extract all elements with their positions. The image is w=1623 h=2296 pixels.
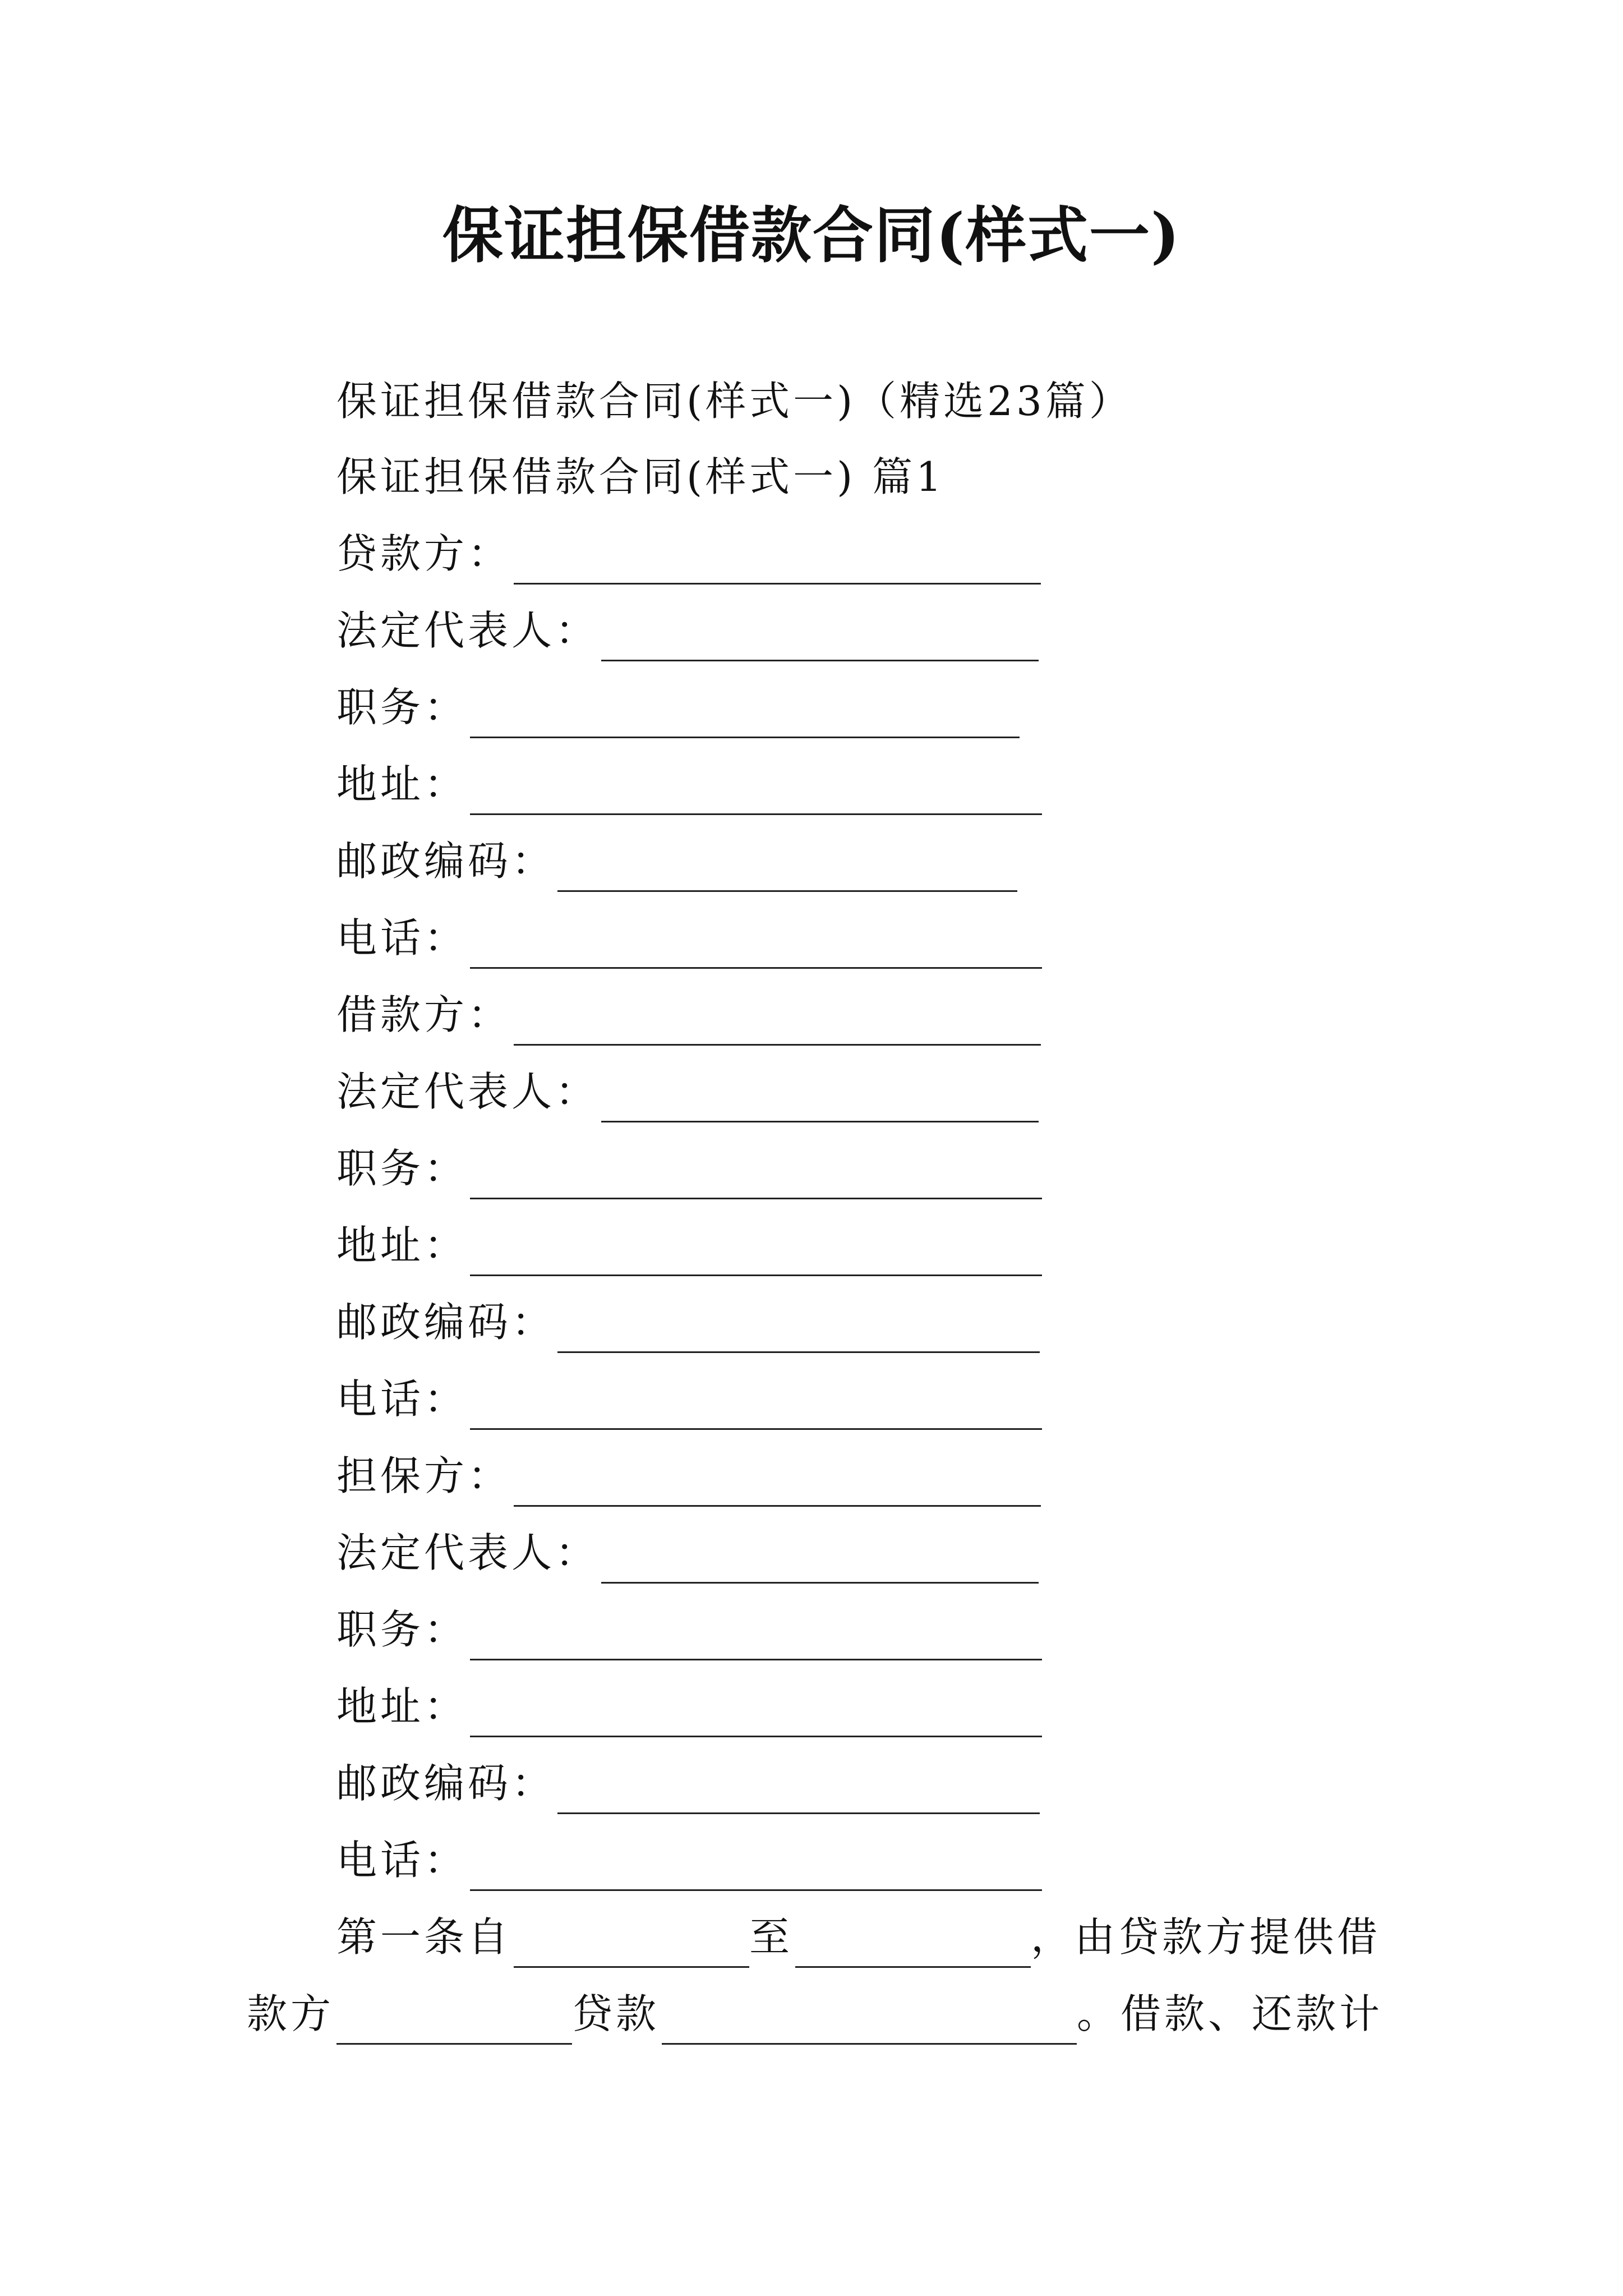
borrower-rep-blank[interactable] — [601, 1078, 1039, 1122]
lender-rep-line — [336, 600, 1039, 661]
guarantor-rep-label: 法定代表人： — [336, 1529, 600, 1576]
lender-address-line — [336, 753, 1042, 815]
article1-rest2: 。借款、还款计 — [1077, 1990, 1384, 2037]
guarantor-blank[interactable] — [514, 1462, 1041, 1507]
borrower-phone-blank[interactable] — [470, 1386, 1042, 1430]
lender-address-blank[interactable] — [470, 771, 1042, 815]
borrower-blank[interactable] — [514, 1001, 1041, 1046]
lender-postcode-blank[interactable] — [557, 848, 1017, 892]
borrower-line — [336, 984, 1041, 1046]
section-heading: 保证担保借款合同(样式一) 篇1 — [336, 453, 945, 500]
article1-loan: 贷款 — [572, 1990, 660, 2037]
article1-start: 第一条自 — [336, 1913, 512, 1961]
lender-address-label: 地址： — [336, 761, 468, 808]
guarantor-rep-blank[interactable] — [601, 1539, 1039, 1584]
lender-postcode-line — [336, 830, 1017, 892]
article1-rest1: ，由贷款方提供借 — [1031, 1913, 1381, 1961]
borrower-position-label: 职务： — [336, 1145, 468, 1192]
article1-from-blank[interactable] — [514, 1924, 749, 1968]
article1-line2-start: 款方 — [247, 1990, 335, 2037]
article1-to-blank[interactable] — [795, 1924, 1031, 1968]
borrower-label: 借款方： — [336, 991, 512, 1038]
lender-position-blank[interactable] — [470, 694, 1020, 738]
guarantor-address-line — [336, 1676, 1042, 1737]
document-title: 保证担保借款合同(样式一) — [442, 200, 1181, 271]
guarantor-line — [336, 1445, 1041, 1507]
guarantor-postcode-line — [336, 1752, 1040, 1814]
lender-position-label: 职务： — [336, 684, 468, 731]
guarantor-phone-line — [336, 1829, 1042, 1891]
borrower-position-line — [336, 1138, 1042, 1199]
borrower-postcode-blank[interactable] — [557, 1309, 1040, 1353]
article1-amount-blank[interactable] — [662, 2000, 1077, 2045]
guarantor-position-label: 职务： — [336, 1606, 468, 1653]
section-heading-line — [336, 446, 945, 508]
borrower-address-label: 地址： — [336, 1222, 468, 1269]
guarantor-phone-blank[interactable] — [470, 1847, 1042, 1891]
guarantor-rep-line — [336, 1522, 1039, 1584]
borrower-phone-line — [336, 1368, 1042, 1430]
lender-line — [336, 523, 1041, 585]
lender-label: 贷款方： — [336, 530, 512, 577]
lender-phone-line — [336, 907, 1042, 969]
borrower-address-blank[interactable] — [470, 1232, 1042, 1276]
article1-line2 — [247, 1983, 1384, 2045]
borrower-rep-label: 法定代表人： — [336, 1068, 600, 1115]
lender-position-line — [336, 677, 1020, 738]
guarantor-address-blank[interactable] — [470, 1693, 1042, 1737]
borrower-postcode-line — [336, 1291, 1040, 1353]
guarantor-phone-label: 电话： — [336, 1837, 468, 1884]
guarantor-postcode-blank[interactable] — [557, 1770, 1040, 1814]
guarantor-position-line — [336, 1599, 1042, 1660]
article1-line1 — [247, 1906, 1469, 1968]
lender-phone-label: 电话： — [336, 914, 468, 961]
guarantor-postcode-label: 邮政编码： — [336, 1760, 556, 1807]
subtitle: 保证担保借款合同(样式一)（精选23篇） — [336, 378, 1133, 425]
lender-rep-blank[interactable] — [601, 617, 1039, 661]
subtitle-line — [336, 370, 1133, 432]
borrower-position-blank[interactable] — [470, 1155, 1042, 1199]
borrower-address-line — [336, 1214, 1042, 1276]
lender-rep-label: 法定代表人： — [336, 607, 600, 654]
lender-blank[interactable] — [514, 540, 1041, 585]
article1-to: 至 — [749, 1913, 794, 1961]
lender-phone-blank[interactable] — [470, 924, 1042, 969]
guarantor-position-blank[interactable] — [470, 1616, 1042, 1660]
guarantor-address-label: 地址： — [336, 1683, 468, 1730]
article1-borrower-blank[interactable] — [336, 2000, 572, 2045]
lender-postcode-label: 邮政编码： — [336, 838, 556, 885]
borrower-rep-line — [336, 1061, 1039, 1122]
guarantor-label: 担保方： — [336, 1452, 512, 1499]
borrower-phone-label: 电话： — [336, 1375, 468, 1423]
borrower-postcode-label: 邮政编码： — [336, 1299, 556, 1346]
